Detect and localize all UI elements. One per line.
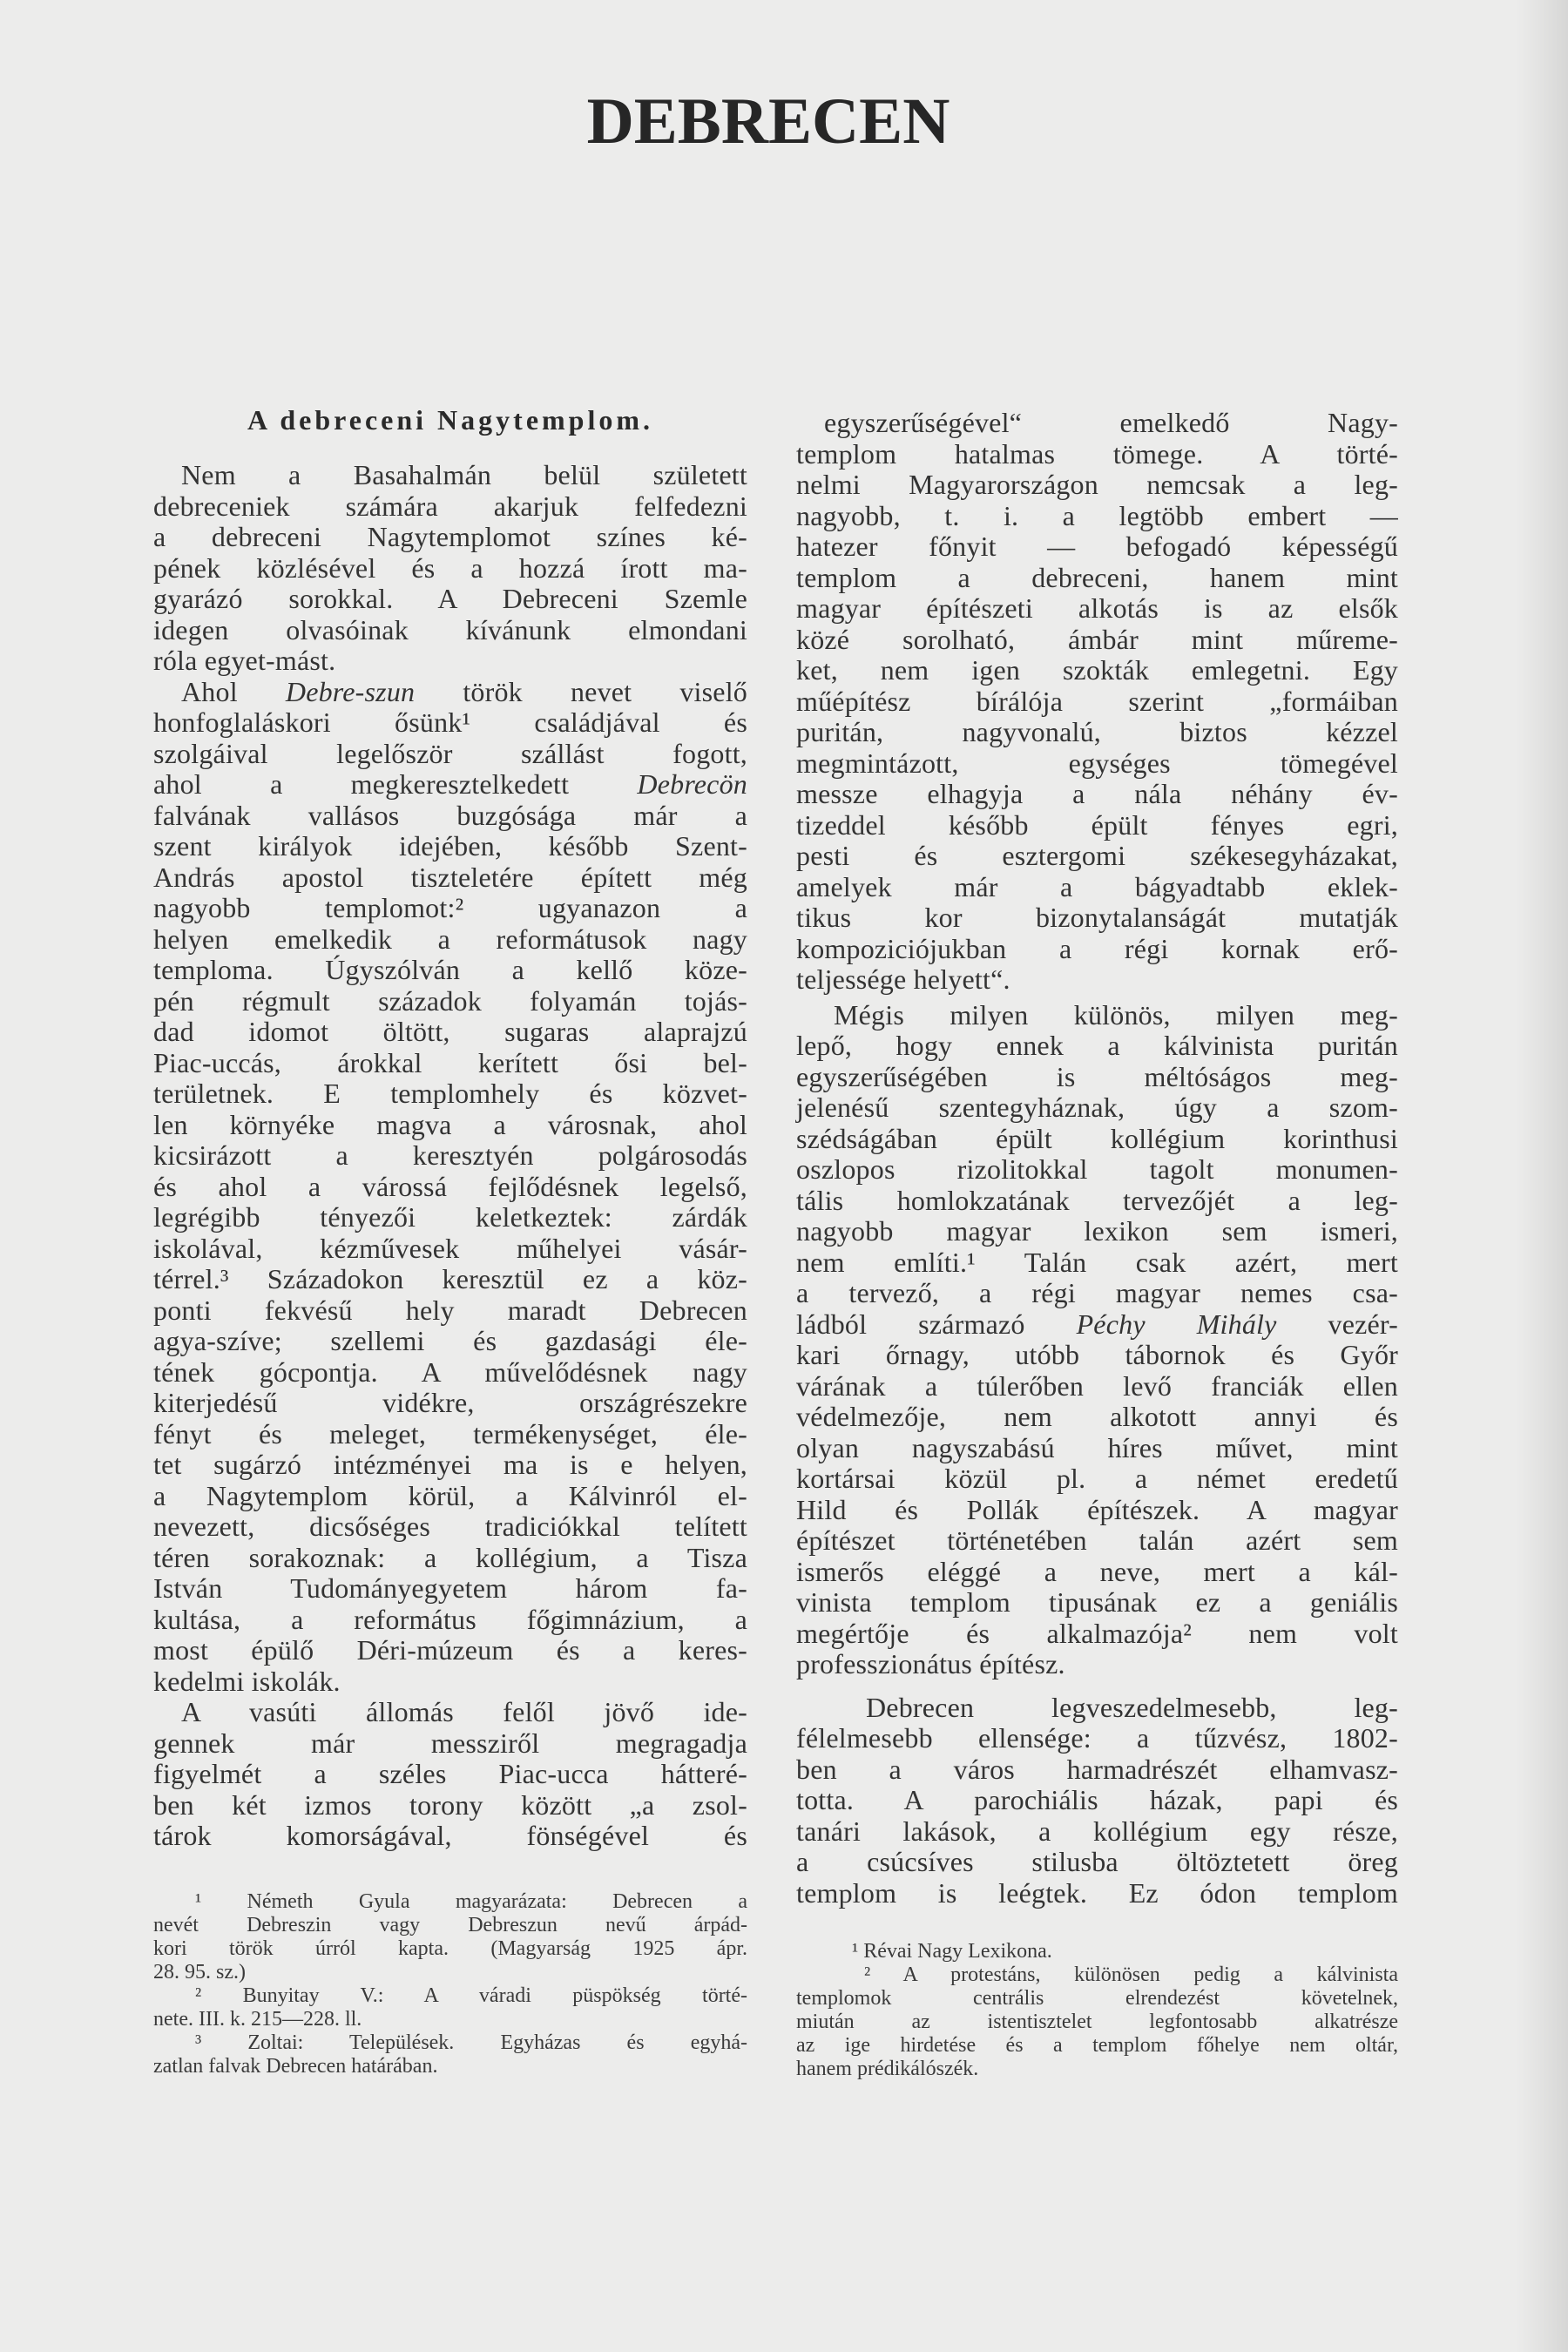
text-line: messze elhagyja a nála néhány év- [796,778,1398,809]
text-line: nevezett, dicsőséges tradiciókkal telített [153,1511,747,1542]
text-line: dad idomot öltött, sugaras alaprajzú [153,1016,747,1047]
text-line: nagyobb magyar lexikon sem ismeri, [796,1215,1398,1247]
text-line: megértője és alkalmazója² nem volt [796,1617,1398,1649]
text-line: István Tudományegyetem három fa- [153,1572,747,1604]
text-line: tanári lakások, a kollégium egy része, [796,1815,1398,1847]
text-line: kultása, a református főgimnázium, a [153,1603,747,1635]
text-line: András apostol tiszteletére épített még [153,861,747,893]
right-footnotes [796,1940,1398,2081]
page-title: DEBRECEN [586,85,950,158]
text-line: kicsirázott a keresztyén polgárosodás [153,1139,747,1171]
text-line: magyar építészeti alkotás is az elsők [796,592,1398,624]
text-line: területnek. E templomhely és közvet- [153,1078,747,1109]
text-line [153,677,747,708]
text-line: szolgáival legelőször szállást fogott, [153,737,747,769]
text-line: legrégibb tényezői keletkeztek: zárdák [153,1201,747,1233]
text-line: egyszerűségével“ emelkedő Nagy- [824,407,1398,438]
footnote [153,1984,747,2031]
text-line: a tervező, a régi magyar nemes csa- [796,1277,1398,1308]
text-line: fényt és meleget, termékenységet, éle- [153,1417,747,1450]
text-line: vinista templom tipusának ez a geniális [796,1586,1398,1618]
footnote-line: nete. III. k. 215—228. ll. [153,2008,362,2031]
text-line: szédságában épült kollégium korinthusi [796,1122,1398,1154]
text-line: pén régmult századok folyamán tojás- [153,984,747,1017]
footnote-line: ¹ Révai Nagy Lexikona. [852,1940,1052,1963]
article-heading: A debreceni Nagytemplom. [247,404,654,436]
footnote [153,2031,747,2078]
text-line: a debreceni Nagytemplomot színes ké- [153,521,747,552]
text-segment: török nevet viselő [415,675,747,707]
text-line: tet sugárzó intézményei ma is e helyen, [153,1449,747,1480]
text-line: honfoglaláskori ősünk¹ családjával és [153,706,747,738]
paragraph [796,1693,1398,1909]
text-line: iskolával, kézművesek műhelyei vásár- [153,1232,747,1264]
footnote-line: ³ Zoltai: Települések. Egyházas és egyhá- [195,2031,747,2054]
text-line: téren sorakoznak: a kollégium, a Tisza [153,1541,747,1573]
text-line: falvának vallásos buzgósága már a [153,799,747,831]
footnote-line: hanem prédikálószék. [796,2058,979,2080]
text-line: ket, nem igen szokták emlegetni. Egy [796,654,1398,686]
italic-text: Debre-szun [285,675,416,707]
left-text-column [153,460,747,1852]
footnote-line: az ige hirdetése és a templom főhelye nem oltár, [796,2034,1398,2057]
footnote [796,1940,1398,1963]
italic-text: Péchy Mihály [1076,1308,1277,1340]
text-line: nelmi Magyarországon nemcsak a leg- [796,469,1398,500]
text-line: nagyobb templomot:² ugyanazon a [153,892,747,923]
text-line: Hild és Pollák építészek. A magyar [796,1493,1398,1525]
text-line: egyszerűségében is méltóságos meg- [796,1060,1398,1092]
text-line: gyarázó sorokkal. A Debreceni Szemle [153,583,747,614]
text-line: félelmesebb ellensége: a tűzvész, 1802- [796,1722,1398,1754]
text-line: pének közlésével és a hozzá írott ma- [153,551,747,584]
text-line: ismerős eléggé a neve, mert a kál- [796,1555,1398,1587]
text-line: templom hatalmas tömege. A törté- [796,437,1398,470]
footnote-line: ² A protestáns, különösen pedig a kálvinista [864,1963,1398,1986]
left-footnotes [153,1890,747,2078]
text-line: teljessége helyett“. [796,963,1010,995]
text-line: a Nagytemplom körül, a Kálvinról el- [153,1479,747,1511]
text-line: ben a város harmadrészét elhamvasz- [796,1753,1398,1785]
footnote-line: templomok centrális elrendezést követelnek, [796,1987,1398,2010]
text-line: figyelmét a széles Piac-ucca hátteré- [153,1758,747,1789]
text-line: templom is leégtek. Ez ódon templom [796,1876,1398,1909]
text-line: gennek már messziről megragadja [153,1727,747,1759]
text-line: lepő, hogy ennek a kálvinista puritán [796,1030,1398,1061]
text-segment: Ahol [181,675,286,707]
text-line: professzionátus építész. [796,1648,1065,1680]
text-line: Mégis milyen különös, milyen meg- [834,998,1398,1031]
footnote-line: miután az istentisztelet legfontosabb alkatrésze [796,2011,1398,2033]
text-line: helyen emelkedik a reformátusok nagy [153,923,747,955]
text-line: róla egyet-mást. [153,645,336,676]
text-line: kortársai közül pl. a német eredetű [796,1463,1398,1494]
text-line: totta. A parochiális házak, papi és [796,1784,1398,1815]
text-line: idegen olvasóinak kívánunk elmondani [153,613,747,645]
paragraph [796,408,1398,996]
text-line: puritán, nagyvonalú, biztos kézzel [796,716,1398,747]
text-line: ponti fekvésű hely maradt Debrecen [153,1294,747,1326]
paragraph [153,460,747,677]
text-line: Piac-uccás, árokkal kerített ősi bel- [153,1046,747,1078]
text-line: kari őrnagy, utóbb tábornok és Győr [796,1339,1398,1370]
text-line: térrel.³ Századokon keresztül ez a köz- [153,1263,747,1294]
footnote [796,1963,1398,2081]
text-line [153,769,747,801]
text-line: megmintázott, egységes tömegével [796,747,1398,779]
text-line: amelyek már a bágyadtabb eklek- [796,870,1398,902]
footnote-line: ² Bunyitay V.: A váradi püspökség törté- [195,1984,747,2007]
text-line: várának a túlerőben levő franciák ellen [796,1369,1398,1402]
text-line: oszlopos rizolitokkal tagolt monumen- [796,1153,1398,1185]
text-line: műépítész bírálója szerint „formáiban [796,685,1398,717]
text-line: jelenésű szentegyháznak, úgy a szom- [796,1092,1398,1123]
text-line: védelmezője, nem alkotott annyi és [796,1401,1398,1432]
paragraph [153,677,747,1698]
text-line: pesti és esztergomi székesegyházakat, [796,840,1398,871]
text-line: hatezer főnyit — befogadó képességű [796,531,1398,562]
text-line: kedelmi iskolák. [153,1665,341,1697]
text-line: len környéke magva a városnak, ahol [153,1108,747,1140]
text-line: építészet történetében talán azért sem [796,1524,1398,1556]
text-line: és ahol a várossá fejlődésnek legelső, [153,1170,747,1202]
text-line: ben két izmos torony között „a zsol- [153,1788,747,1821]
text-line: kiterjedésű vidékre, országrészekre [153,1387,747,1418]
paragraph [796,1000,1398,1680]
text-line: szent királyok idejében, később Szent- [153,830,747,862]
text-line: közé sorolható, ámbár mint műreme- [796,623,1398,655]
text-line: tális homlokzatának tervezőjét a leg- [796,1184,1398,1216]
text-line: tikus kor bizonytalanságát mutatják [796,902,1398,933]
text-segment: ládból származó [796,1308,1077,1340]
text-line: nem említi.¹ Talán csak azért, mert [796,1246,1398,1278]
paragraph [153,1697,747,1852]
italic-text: Debrecön [637,768,747,800]
footnote-line: nevét Debreszin vagy Debreszun nevű árpád- [153,1914,747,1936]
footnote-line: 28. 95. sz.) [153,1961,246,1984]
text-line: tárok komorságával, fönségével és [153,1820,747,1851]
text-line: a csúcsíves stilusba öltöztetett öreg [796,1846,1398,1877]
text-segment: vezér- [1276,1308,1399,1340]
footnote [153,1890,747,1984]
footnote-line: kori török úrról kapta. (Magyarság 1925 ápr. [153,1937,747,1960]
text-line: kompoziciójukban a régi kornak erő- [796,932,1398,964]
text-line: Debrecen legveszedelmesebb, leg- [866,1691,1398,1723]
text-line: most épülő Déri-múzeum és a keres- [153,1634,747,1666]
text-line [796,1309,1398,1341]
footnote-line: zatlan falvak Debrecen határában. [153,2055,438,2078]
text-line: temploma. Úgyszólván a kellő köze- [153,954,747,985]
text-line: A vasúti állomás felől jövő ide- [181,1696,747,1727]
footnote-line: ¹ Németh Gyula magyarázata: Debrecen a [195,1890,747,1913]
right-text-column [796,408,1398,1909]
text-line: tizeddel később épült fényes egri, [796,808,1398,841]
text-line: olyan nagyszabású híres művet, mint [796,1431,1398,1463]
text-line: templom a debreceni, hanem mint [796,561,1398,593]
text-line: tének gócpontja. A művelődésnek nagy [153,1355,747,1388]
text-line: nagyobb, t. i. a legtöbb embert — [796,499,1398,531]
text-segment: ahol a megkeresztelkedett [153,768,638,800]
text-line: agya-szíve; szellemi és gazdasági éle- [153,1325,747,1356]
text-line: Nem a Basahalmán belül született [181,459,747,490]
text-line: debreceniek számára akarjuk felfedezni [153,490,747,522]
